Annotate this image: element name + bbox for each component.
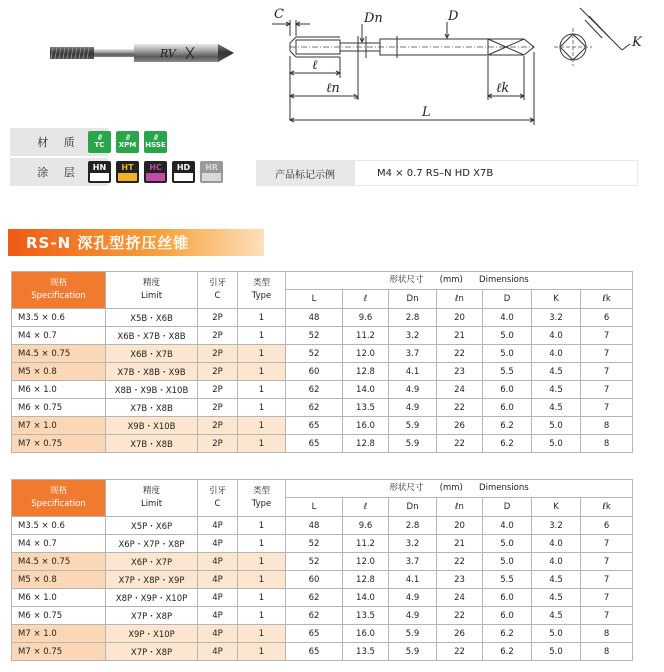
cell-dim-0: 62 [286, 381, 343, 399]
cell-dim-3: 21 [437, 535, 483, 553]
cell-dim-5: 4.0 [532, 345, 581, 363]
cell-dim-4: 5.0 [483, 327, 532, 345]
cell-dim-4: 6.2 [483, 417, 532, 435]
cell-dim-2: 3.2 [389, 535, 437, 553]
cell-dim-6: 7 [581, 381, 633, 399]
badge-bar [174, 173, 193, 181]
cell-dim-3: 20 [437, 309, 483, 327]
cell-dim-6: 8 [581, 643, 633, 661]
cell-spec: M6 × 0.75 [12, 607, 106, 625]
header-spec-en: Specification [31, 291, 86, 301]
cell-dim-1: 9.6 [343, 309, 389, 327]
badge-bar [118, 173, 137, 181]
badge-deco: /// [125, 134, 130, 141]
cell-dim-0: 52 [286, 345, 343, 363]
cell-type: 1 [238, 571, 286, 589]
cell-dim-3: 22 [437, 553, 483, 571]
header-col-0: L [286, 498, 343, 517]
cell-dim-6: 8 [581, 435, 633, 453]
table-row [12, 399, 664, 417]
header-col-5: K [532, 498, 581, 517]
header-limit-en: Limit [140, 499, 163, 509]
cell-type: 1 [238, 553, 286, 571]
cell-type: 1 [238, 399, 286, 417]
header-limit-cn: 精度 [142, 486, 160, 496]
header-col-6: ℓk [581, 498, 633, 517]
cell-lead: 2P [198, 417, 238, 435]
cell-dim-5: 4.0 [532, 327, 581, 345]
cell-spec: M5 × 0.8 [12, 571, 106, 589]
header-lead-cn: 引牙 [208, 486, 226, 496]
badge-code: HD [176, 163, 191, 172]
cell-dim-5: 4.5 [532, 381, 581, 399]
cell-type: 1 [238, 381, 286, 399]
cell-dim-1: 12.0 [343, 345, 389, 363]
table-row [12, 625, 664, 643]
cell-dim-5: 4.0 [532, 535, 581, 553]
badge-code: HC [149, 163, 162, 172]
cell-limit: X7P・X8P [106, 607, 198, 625]
cell-dim-0: 52 [286, 327, 343, 345]
spec-table-b [11, 271, 664, 453]
badge-bar [146, 173, 165, 181]
header-dims-unit: (mm) [439, 483, 463, 493]
cell-limit: X9B・X10B [106, 417, 198, 435]
cell-lead: 2P [198, 399, 238, 417]
cell-dim-2: 5.9 [389, 643, 437, 661]
table-row [12, 381, 664, 399]
cell-dim-2: 4.9 [389, 607, 437, 625]
table-row [12, 309, 664, 327]
material-label: 材 质 [10, 128, 108, 156]
cell-dim-3: 22 [437, 399, 483, 417]
coating-badge-hn [88, 161, 111, 183]
badge-code: HSSE [145, 141, 166, 149]
cell-dim-6: 7 [581, 589, 633, 607]
cell-dim-1: 14.0 [343, 381, 389, 399]
coating-badge-hd [172, 161, 195, 183]
tap-photo [44, 38, 238, 68]
cell-limit: X5P・X6P [106, 517, 198, 535]
cell-dim-6: 7 [581, 571, 633, 589]
label-dn: Dn [364, 11, 383, 26]
cell-dim-3: 24 [437, 381, 483, 399]
cell-dim-1: 12.0 [343, 553, 389, 571]
cell-dim-6: 8 [581, 417, 633, 435]
badge-bar [202, 173, 221, 181]
cell-dim-5: 3.2 [532, 517, 581, 535]
cell-dim-2: 4.1 [389, 363, 437, 381]
cell-spec: M5 × 0.8 [12, 363, 106, 381]
header-dims-en: Dimensions [479, 483, 529, 493]
cell-dim-2: 4.1 [389, 571, 437, 589]
cell-lead: 2P [198, 327, 238, 345]
cell-dim-4: 4.0 [483, 517, 532, 535]
cell-dim-4: 5.5 [483, 363, 532, 381]
cell-dim-5: 5.0 [532, 625, 581, 643]
header-dimensions [286, 272, 633, 290]
table-row [12, 535, 664, 553]
label-ln: ℓn [326, 81, 340, 96]
cell-dim-0: 65 [286, 417, 343, 435]
cell-dim-0: 60 [286, 363, 343, 381]
cell-dim-4: 5.5 [483, 571, 532, 589]
cell-dim-5: 5.0 [532, 417, 581, 435]
cell-dim-1: 16.0 [343, 625, 389, 643]
cell-dim-2: 4.9 [389, 399, 437, 417]
badge-code: HR [205, 163, 218, 172]
cell-dim-4: 6.2 [483, 643, 532, 661]
cell-dim-5: 5.0 [532, 643, 581, 661]
cell-dim-0: 65 [286, 643, 343, 661]
header-spec-cn: 规格 [49, 278, 67, 288]
cell-dim-0: 65 [286, 435, 343, 453]
cell-dim-6: 7 [581, 553, 633, 571]
cell-dim-1: 12.8 [343, 363, 389, 381]
cell-dim-3: 21 [437, 327, 483, 345]
cell-dim-1: 14.0 [343, 589, 389, 607]
cell-spec: M6 × 1.0 [12, 589, 106, 607]
cell-dim-5: 4.5 [532, 399, 581, 417]
cell-dim-0: 62 [286, 589, 343, 607]
cell-dim-6: 7 [581, 607, 633, 625]
cell-dim-4: 4.0 [483, 309, 532, 327]
header-type-cn: 类型 [252, 278, 270, 288]
badge-code: XPM [118, 141, 137, 149]
label-c: C [274, 7, 284, 22]
table-row [12, 643, 664, 661]
cell-dim-2: 3.7 [389, 553, 437, 571]
cell-dim-5: 4.0 [532, 553, 581, 571]
label-l: ℓ [312, 58, 318, 73]
cell-lead: 4P [198, 625, 238, 643]
cell-dim-2: 4.9 [389, 381, 437, 399]
cell-spec: M7 × 0.75 [12, 643, 106, 661]
cell-dim-0: 60 [286, 571, 343, 589]
cell-type: 1 [238, 643, 286, 661]
table-row [12, 435, 664, 453]
cell-type: 1 [238, 309, 286, 327]
cell-dim-5: 4.5 [532, 589, 581, 607]
cell-limit: X6B・X7B [106, 345, 198, 363]
cell-dim-5: 4.5 [532, 607, 581, 625]
spacer [463, 483, 479, 493]
cell-dim-1: 13.5 [343, 607, 389, 625]
cell-dim-1: 16.0 [343, 417, 389, 435]
badge-bar [90, 173, 109, 181]
material-badge-hsse [144, 131, 167, 153]
cell-spec: M6 × 1.0 [12, 381, 106, 399]
cell-type: 1 [238, 327, 286, 345]
header-col-0: L [286, 290, 343, 309]
header-lead-en: C [214, 291, 221, 301]
label-d: D [448, 9, 459, 24]
cell-lead: 4P [198, 589, 238, 607]
cell-spec: M3.5 × 0.6 [12, 517, 106, 535]
cell-lead: 4P [198, 643, 238, 661]
cell-dim-2: 5.9 [389, 435, 437, 453]
cell-type: 1 [238, 417, 286, 435]
cell-limit: X7P・X8P・X9P [106, 571, 198, 589]
header-row [12, 272, 664, 290]
cell-dim-4: 5.0 [483, 553, 532, 571]
cell-limit: X5B・X6B [106, 309, 198, 327]
tap-engraving: RV [160, 47, 176, 60]
table-row [12, 553, 664, 571]
header-dims-en: Dimensions [479, 275, 529, 285]
cell-dim-2: 3.7 [389, 345, 437, 363]
header-spec [12, 272, 106, 309]
table-row [12, 417, 664, 435]
cell-spec: M7 × 1.0 [12, 417, 106, 435]
header-type [238, 480, 286, 517]
header-limit-cn: 精度 [142, 278, 160, 288]
cell-spec: M3.5 × 0.6 [12, 309, 106, 327]
cell-dim-4: 6.0 [483, 607, 532, 625]
badge-code: TC [94, 141, 105, 149]
table-row [12, 571, 664, 589]
cell-dim-3: 22 [437, 345, 483, 363]
cell-dim-2: 4.9 [389, 589, 437, 607]
cell-dim-3: 22 [437, 643, 483, 661]
table-row [12, 363, 664, 381]
header-type [238, 272, 286, 309]
cell-dim-6: 8 [581, 625, 633, 643]
cell-dim-0: 62 [286, 399, 343, 417]
label-lk: ℓk [496, 81, 510, 96]
cell-type: 1 [238, 435, 286, 453]
cell-lead: 2P [198, 435, 238, 453]
cell-dim-6: 6 [581, 517, 633, 535]
cell-dim-0: 52 [286, 535, 343, 553]
header-col-3: ℓn [437, 290, 483, 309]
coating-badge-ht [116, 161, 139, 183]
cell-type: 1 [238, 589, 286, 607]
header-limit [106, 272, 198, 309]
header-lead [198, 272, 238, 309]
header-dims-cn: 形状尺寸 [389, 275, 424, 285]
cell-spec: M4 × 0.7 [12, 327, 106, 345]
example-value: M4 × 0.7 RS–N HD X7B [354, 160, 638, 186]
spacer [423, 483, 439, 493]
cell-limit: X6B・X7B・X8B [106, 327, 198, 345]
cell-dim-4: 6.0 [483, 381, 532, 399]
cell-type: 1 [238, 535, 286, 553]
cell-dim-1: 11.2 [343, 535, 389, 553]
header-dims-unit: (mm) [439, 275, 463, 285]
tap-dimension-drawing [262, 0, 664, 130]
cell-dim-6: 6 [581, 309, 633, 327]
example-label: 产品标记示例 [275, 169, 335, 181]
cell-dim-5: 5.0 [532, 435, 581, 453]
cell-dim-5: 3.2 [532, 309, 581, 327]
cell-limit: X6P・X7P [106, 553, 198, 571]
header-lead-cn: 引牙 [208, 278, 226, 288]
cell-type: 1 [238, 345, 286, 363]
cell-dim-4: 6.2 [483, 625, 532, 643]
table-row [12, 517, 664, 535]
cell-type: 1 [238, 607, 286, 625]
header-col-3: ℓn [437, 498, 483, 517]
cell-dim-1: 9.6 [343, 517, 389, 535]
coating-label: 涂 层 [10, 158, 108, 186]
header-col-1: ℓ [343, 290, 389, 309]
cell-dim-6: 7 [581, 345, 633, 363]
cell-limit: X7B・X8B・X9B [106, 363, 198, 381]
badge-deco: /// [153, 134, 158, 141]
cell-dim-2: 2.8 [389, 517, 437, 535]
header-spec [12, 480, 106, 517]
label-k: K [632, 35, 642, 50]
header-col-1: ℓ [343, 498, 389, 517]
spacer [463, 275, 479, 285]
cell-spec: M7 × 1.0 [12, 625, 106, 643]
coating-badge-hr [200, 161, 223, 183]
header-dimensions [286, 480, 633, 498]
badge-deco: /// [97, 134, 102, 141]
cell-lead: 4P [198, 517, 238, 535]
table-row [12, 345, 664, 363]
cell-dim-3: 22 [437, 607, 483, 625]
header-row [12, 480, 664, 498]
cell-dim-6: 7 [581, 535, 633, 553]
cell-dim-3: 23 [437, 363, 483, 381]
cell-spec: M4 × 0.7 [12, 535, 106, 553]
cell-lead: 4P [198, 553, 238, 571]
cell-lead: 2P [198, 345, 238, 363]
cell-lead: 2P [198, 363, 238, 381]
cell-limit: X6P・X7P・X8P [106, 535, 198, 553]
spec-table-p [11, 479, 664, 661]
cell-dim-1: 13.5 [343, 399, 389, 417]
header-col-5: K [532, 290, 581, 309]
header-spec-cn: 规格 [49, 486, 67, 496]
cell-limit: X9P・X10P [106, 625, 198, 643]
cell-dim-3: 20 [437, 517, 483, 535]
header-lead-en: C [214, 499, 221, 509]
cell-lead: 4P [198, 607, 238, 625]
cell-dim-1: 12.8 [343, 571, 389, 589]
cell-dim-5: 4.5 [532, 571, 581, 589]
cell-dim-4: 6.0 [483, 399, 532, 417]
cell-spec: M4.5 × 0.75 [12, 553, 106, 571]
cell-spec: M4.5 × 0.75 [12, 345, 106, 363]
cell-dim-1: 13.5 [343, 643, 389, 661]
cell-dim-4: 6.2 [483, 435, 532, 453]
cell-dim-0: 52 [286, 553, 343, 571]
header-col-4: D [483, 290, 532, 309]
cell-type: 1 [238, 517, 286, 535]
cell-limit: X8P・X9P・X10P [106, 589, 198, 607]
header-dims-cn: 形状尺寸 [389, 483, 424, 493]
badge-code: HT [121, 163, 134, 172]
cell-dim-2: 2.8 [389, 309, 437, 327]
cell-dim-1: 12.8 [343, 435, 389, 453]
cell-dim-1: 11.2 [343, 327, 389, 345]
label-L: L [422, 105, 431, 120]
cell-dim-5: 4.5 [532, 363, 581, 381]
section-title: RS-N 深孔型挤压丝锥 [8, 229, 264, 256]
cell-limit: X7B・X8B [106, 435, 198, 453]
cell-spec: M6 × 0.75 [12, 399, 106, 417]
cell-dim-6: 7 [581, 327, 633, 345]
cell-dim-4: 6.0 [483, 589, 532, 607]
badge-code: HN [92, 163, 107, 172]
header-col-4: D [483, 498, 532, 517]
cell-lead: 4P [198, 535, 238, 553]
cell-lead: 2P [198, 309, 238, 327]
header-lead [198, 480, 238, 517]
header-limit-en: Limit [140, 291, 163, 301]
coating-badge-hc [144, 161, 167, 183]
cell-dim-4: 5.0 [483, 345, 532, 363]
table-row [12, 589, 664, 607]
cell-dim-2: 5.9 [389, 417, 437, 435]
cell-dim-3: 23 [437, 571, 483, 589]
cell-dim-0: 48 [286, 517, 343, 535]
cell-dim-6: 7 [581, 399, 633, 417]
cell-dim-3: 26 [437, 625, 483, 643]
cell-dim-4: 5.0 [483, 535, 532, 553]
cell-dim-3: 24 [437, 589, 483, 607]
cell-dim-3: 22 [437, 435, 483, 453]
cell-type: 1 [238, 625, 286, 643]
cell-dim-2: 5.9 [389, 625, 437, 643]
cell-dim-0: 62 [286, 607, 343, 625]
header-limit [106, 480, 198, 517]
cell-dim-2: 3.2 [389, 327, 437, 345]
table-row [12, 607, 664, 625]
header-col-2: Dn [389, 290, 437, 309]
cell-dim-3: 26 [437, 417, 483, 435]
header-type-cn: 类型 [252, 486, 270, 496]
cell-limit: X7B・X8B [106, 399, 198, 417]
header-col-2: Dn [389, 498, 437, 517]
header-type-en: Type [251, 499, 272, 509]
material-badge-xpm [116, 131, 139, 153]
header-spec-en: Specification [31, 499, 86, 509]
cell-dim-0: 65 [286, 625, 343, 643]
spacer [423, 275, 439, 285]
cell-type: 1 [238, 363, 286, 381]
cell-lead: 4P [198, 571, 238, 589]
table-row [12, 327, 664, 345]
cell-spec: M7 × 0.75 [12, 435, 106, 453]
cell-lead: 2P [198, 381, 238, 399]
material-badge-tc [88, 131, 111, 153]
header-col-6: ℓk [581, 290, 633, 309]
cell-dim-0: 48 [286, 309, 343, 327]
cell-limit: X7P・X8P [106, 643, 198, 661]
cell-limit: X8B・X9B・X10B [106, 381, 198, 399]
cell-dim-6: 7 [581, 363, 633, 381]
header-type-en: Type [251, 291, 272, 301]
